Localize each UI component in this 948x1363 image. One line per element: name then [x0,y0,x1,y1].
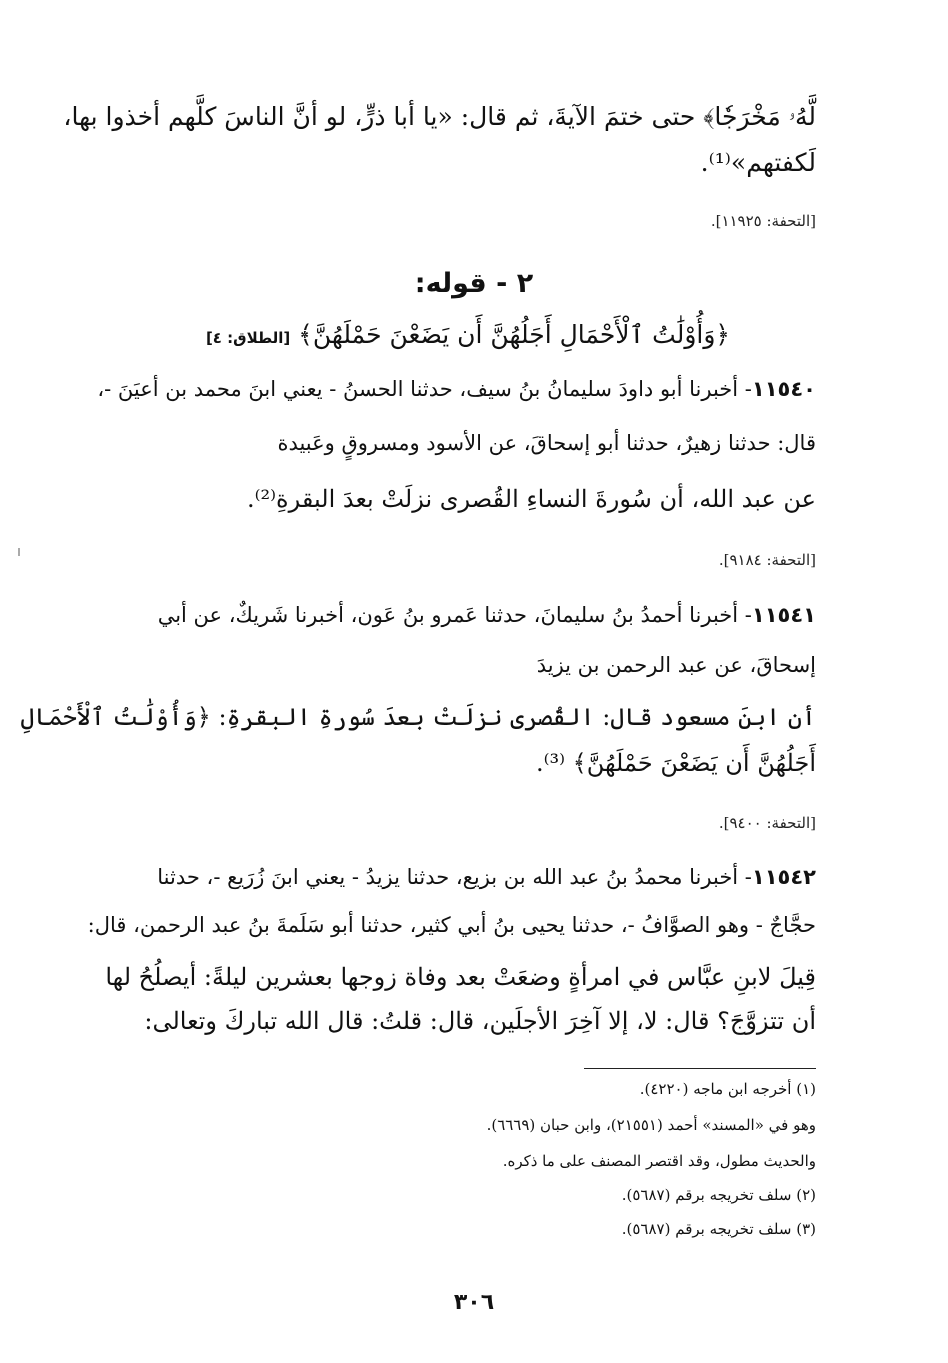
hadith-number: ١١٥٤٠ [751,377,816,401]
hadith-11541-line-3: أن ابنَ مسعود قال: القُصرى نزلَتْ بعدَ سُورةِ البقرةِ: ﴿وَأُوْلَٰتُ ٱلْأَحْمَالِ [20,703,816,731]
tuhfa-reference: [التحفة: ١١٩٢٥]. [710,212,816,230]
footnote-divider [584,1068,816,1069]
footnote-1-note: والحديث مطول، وقد اقتصر المصنف على ما ذكره. [502,1152,816,1170]
hadith-11541-line-4: أَجَلُهُنَّ أَن يَضَعْنَ حَمْلَهُنَّ﴾ ⁽³⁾. [535,749,816,777]
hadith-text: - أخبرنا أحمدُ بنُ سليمانَ، حدثنا عَمرو بنُ عَون، أخبرنا شَريكٌ، عن أبي [157,603,752,627]
hadith-11542-line-3: قِيلَ لابنِ عبَّاس في امرأةٍ وضعَتْ بعد وفاة زوجها بعشرين ليلةً: أيصلُحُ لها [105,963,816,991]
hadith-11540-line-3: عن عبد الله، أن سُورةَ النساءِ القُصرى نزلَتْ بعدَ البقرةِ⁽²⁾. [247,485,816,513]
footnote-1: (١) أخرجه ابن ماجه (٤٢٢٠). [639,1080,816,1098]
hadith-11541-line-2: إسحاقَ، عن عبد الرحمن بن يزيدَ [536,653,816,677]
intro-line-1: لَّهُۥ مَخْرَجٗا﴾ حتى ختمَ الآيةَ، ثم قال: «يا أبا ذرٍّ، لو أنَّ الناسَ كلَّهم أخذوا بها، [63,102,816,131]
tuhfa-reference: [التحفة: ٩١٨٤]. [718,551,816,569]
hadith-number: ١١٥٤٢ [751,865,816,889]
quran-verse [120,318,816,355]
hadith-11540-line-2: قال: حدثنا زهيرٌ، حدثنا أبو إسحاقَ، عن الأسود ومسروقٍ وعَبيدة [277,431,816,455]
hadith-11540-line-1 [97,374,816,404]
verse-text: ﴿وَأُوْلَٰتُ ٱلْأَحْمَالِ أَجَلُهُنَّ أَن يَضَعْنَ حَمْلَهُنَّ﴾ [298,320,731,349]
hadith-11542-line-2: حجَّاجٌ - وهو الصوَّافُ -، حدثنا يحيى بنُ أبي كثير، حدثنا أبو سَلَمةَ بنُ عبد الرحمن، قال: [87,913,816,937]
hadith-text: - أخبرنا محمدُ بنُ عبد الله بن بزيع، حدثنا يزيدُ - يعني ابنَ زُرَيع -، حدثنا [157,865,752,889]
hadith-11542-line-4: أن تتزوَّجَ؟ قال: لا، إلا آخِرَ الأجلَين، قال: قلتُ: قال الله تباركَ وتعالى: [144,1007,816,1035]
page-number: ٣٠٦ [453,1290,495,1315]
intro-line-2: لَكفتهم»⁽¹⁾. [700,148,816,177]
hadith-11541-line-1 [120,600,816,630]
hadith-11542-line-1 [120,862,816,892]
hadith-number: ١١٥٤١ [751,603,816,627]
hadith-text: - أخبرنا أبو داودَ سليمانُ بنُ سيف، حدثنا الحسنُ - يعني ابنَ محمد بن أعيَنَ -، [97,377,752,401]
footnote-3: (٣) سلف تخريجه برقم (٥٦٨٧). [621,1220,816,1238]
tuhfa-reference: [التحفة: ٩٤٠٠]. [718,814,816,832]
footnote-1-continued: وهو في «المسند» أحمد (٢١٥٥١)، وابن حبان (٦٦٦٩). [486,1116,816,1134]
section-heading: ٢ - قوله: [414,268,534,299]
footnote-2: (٢) سلف تخريجه برقم (٥٦٨٧). [621,1186,816,1204]
verse-source: [الطلاق: ٤] [205,329,291,347]
scan-mark [18,548,20,556]
